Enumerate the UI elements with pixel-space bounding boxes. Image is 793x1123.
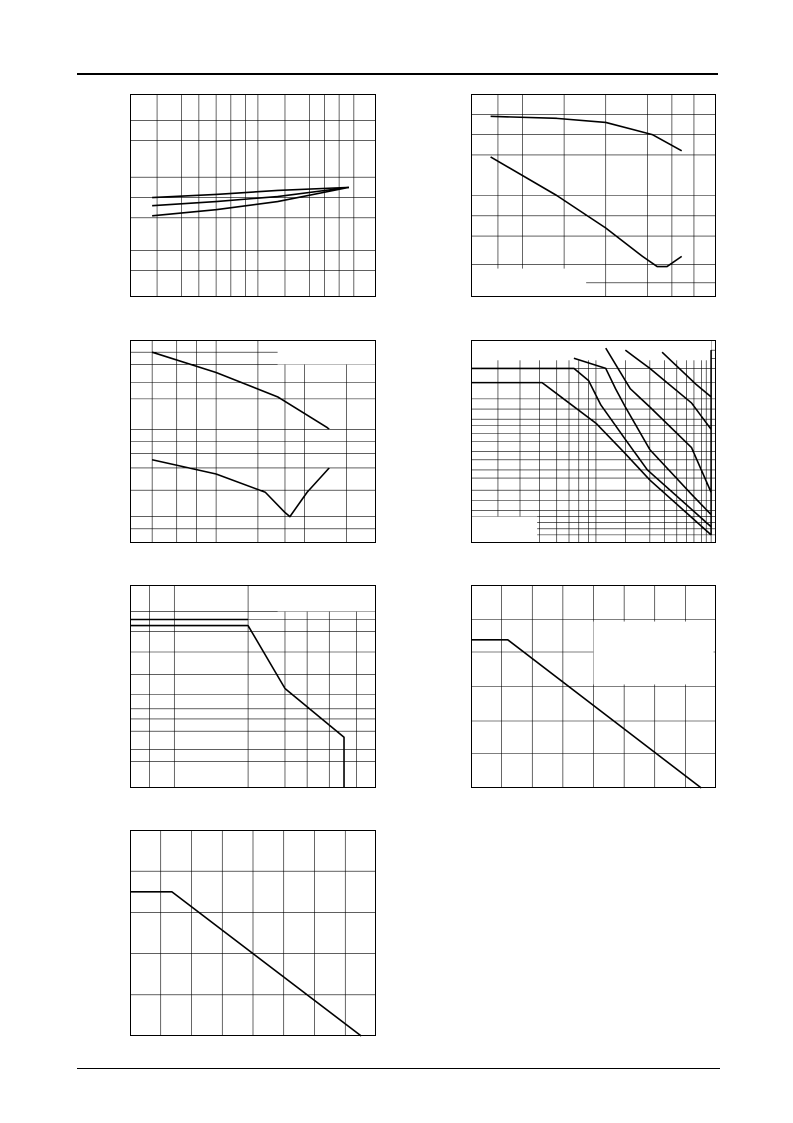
series-line-2 (130, 626, 344, 788)
label-area-1 (594, 622, 714, 685)
chart-4 (471, 340, 716, 543)
label-area-1 (278, 585, 376, 611)
series-line-1 (471, 383, 711, 535)
chart-7 (130, 830, 376, 1036)
plot-frame (131, 586, 376, 788)
chart-1 (130, 94, 376, 297)
chart-6 (471, 585, 716, 788)
series-line-3 (574, 358, 711, 514)
plot-frame (131, 95, 376, 297)
chart-2 (471, 94, 716, 297)
series-line-1 (130, 892, 361, 1036)
label-area-2 (471, 517, 537, 543)
series-line-2 (491, 157, 682, 267)
chart-3 (130, 340, 376, 543)
series-line-2 (152, 460, 329, 517)
footer-rule (77, 1068, 720, 1069)
label-area-1 (471, 269, 586, 297)
series-line-1 (491, 116, 682, 151)
label-area-1 (471, 340, 711, 360)
label-area-1 (278, 340, 376, 364)
series-line-4 (606, 348, 711, 492)
series-line-5 (625, 350, 711, 429)
chart-5 (130, 585, 376, 788)
header-rule (77, 73, 718, 75)
